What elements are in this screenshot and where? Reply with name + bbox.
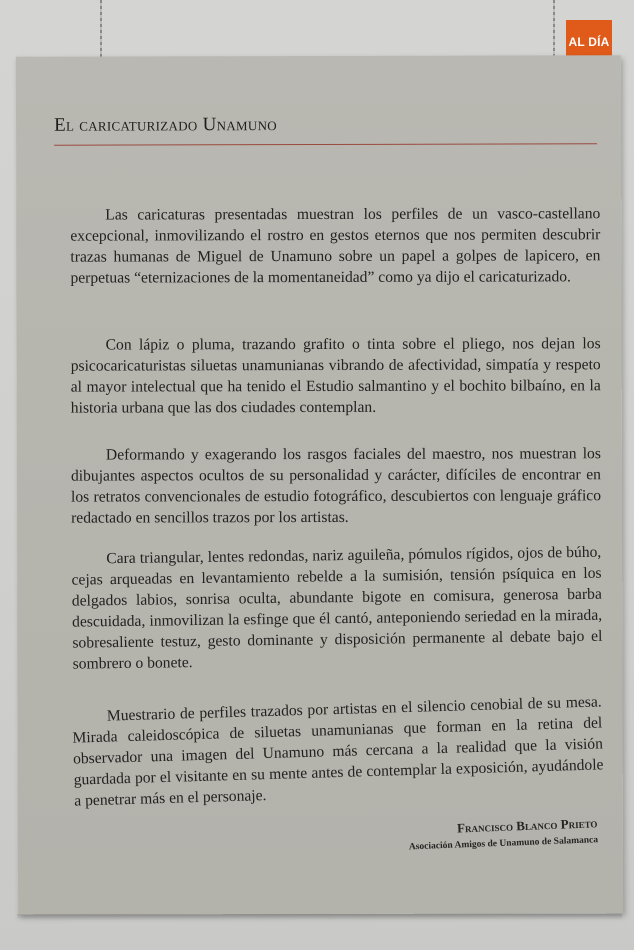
paragraph-2: Con lápiz o pluma, trazando grafito o tinta sobre el pliego, nos dejan los psicocaricaturistas siluetas unamunianas vibrando de afectividad, simpatía y respeto al mayor intelectual que ha tenido el Estudio salmantino y el bochito bilbaíno, en la historia urbana que las dos ciudades contemplan. [70,335,601,417]
paragraph-4: Cara triangular, lentes redondas, nariz aguileña, pómulos rígidos, ojos de búho, cejas arqueadas en levantamiento rebelde a la sumisión, tensión psíquica en los delgados labios, sonrisa oculta, abundante bigote en comisura, generosa barba descuidada, inmovilizan la esfinge que él cantó, anteponiendo seriedad en la mirada, sobresaliente testuz, gesto dominante y disposición permanente al debate bajo el sombrero o bonete. [71,543,603,673]
paragraph-5: Muestrario de perfiles trazados por artistas en el silencio cenobial de su mesa. Mirada caleidoscópica de siluetas unamunianas que forman en la retina del observador una imagen del Unamuno más cercana a la realidad que la visión guardada por el visitante en su mente antes de contemplar la exposición, ayudándole a penetrar más en el personaje. [72,693,604,810]
exhibition-panel [16,55,623,915]
panel-shadow [17,914,622,920]
hanging-wire-right [553,0,555,60]
watermark-text: AL DÍA [568,35,610,49]
hanging-wire-left [100,0,102,60]
author-name: Francisco Blanco Prieto [456,815,598,836]
panel-title: El caricaturizado Unamuno [54,114,277,136]
signature-block [408,815,598,852]
paragraph-3: Deformando y exagerando los rasgos faciales del maestro, nos muestran los dibujantes aspectos ocultos de su personalidad y carácter, difíciles de encontrar en los retratos convencionales de estudio fotográfico, descubiertos con lenguaje gráfico redactado en sencillos trazos por los artistas. [70,445,602,527]
title-divider [54,143,597,145]
paragraph-1: Las caricaturas presentadas muestran los perfiles de un vasco-castellano excepcional, inmovilizando el rostro en gestos eternos que nos permiten descubrir trazas humanas de Miguel de Unamuno sobre un papel a golpes de lapicero, en perpetuas “eternizaciones de la momentaneidad” como ya dijo el caricaturizado. [70,205,601,287]
author-organization: Asociación Amigos de Unamuno de Salamanca [408,835,598,853]
